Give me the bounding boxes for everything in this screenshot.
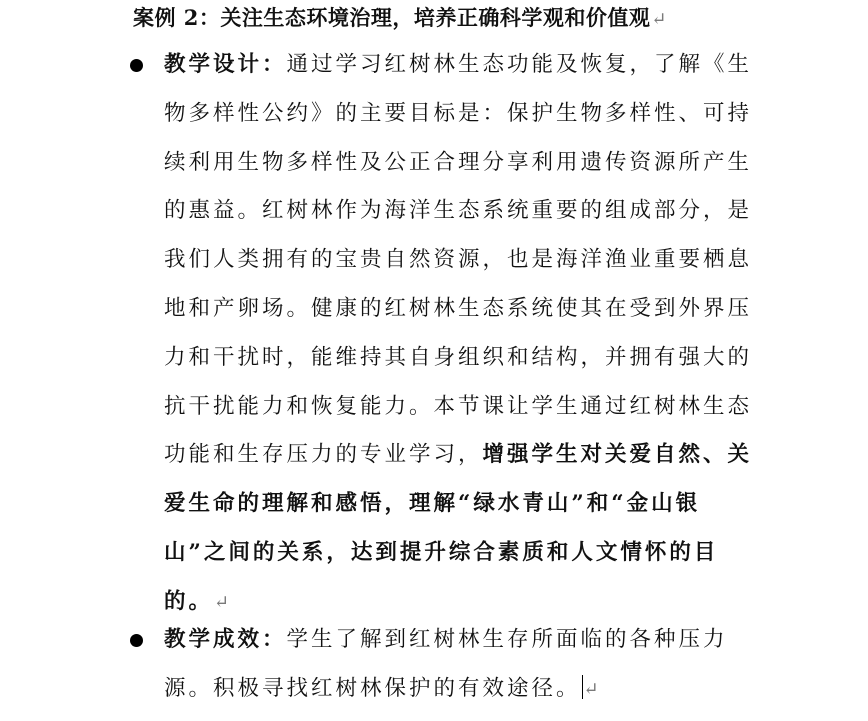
bullet-teaching-outcome xyxy=(164,623,764,721)
text-line: 功能和生存压力的专业学习，增强学生对关爱自然、关 xyxy=(164,442,753,468)
text-line: 抗干扰能力和恢复能力。本节课让学生通过红树林生态 xyxy=(164,393,753,419)
text-cursor xyxy=(582,675,583,699)
bullet-dot-icon xyxy=(130,634,143,647)
text-line: 力和干扰时，能维持其自身组织和结构，并拥有强大的 xyxy=(164,344,753,370)
emphasis-line: 爱生命的理解和感悟，理解“绿水青山”和“金山银 xyxy=(164,491,701,517)
bullet-dot-icon xyxy=(130,59,143,72)
design-label: 教学设计： xyxy=(164,52,287,77)
text-line: 的。↵ xyxy=(164,588,233,614)
paragraph-mark-icon: ↵ xyxy=(651,9,668,30)
text-line: 教学成效：学生了解到红树林生存所面临的各种压力 xyxy=(164,627,728,652)
section-heading-text: 案例 2：关注生态环境治理，培养正确科学观和价值观 xyxy=(133,5,651,30)
paragraph-mark-icon: ↵ xyxy=(214,591,233,613)
outcome-label: 教学成效： xyxy=(164,627,287,652)
text-line: 的惠益。红树林作为海洋生态系统重要的组成部分，是 xyxy=(164,198,753,224)
text-line: 地和产卵场。健康的红树林生态系统使其在受到外界压 xyxy=(164,295,753,321)
text-line: 教学设计：通过学习红树林生态功能及恢复，了解《生 xyxy=(164,52,753,77)
text-line: 我们人类拥有的宝贵自然资源，也是海洋渔业重要栖息 xyxy=(164,247,753,273)
text-line: 物多样性公约》的主要目标是：保护生物多样性、可持 xyxy=(164,100,753,126)
section-heading xyxy=(133,2,667,36)
emphasis-text: 增强学生对关爱自然、关 xyxy=(482,442,753,468)
bullet-teaching-design xyxy=(164,48,764,634)
emphasis-line: 山”之间的关系，达到提升综合素质和人文情怀的目 xyxy=(164,539,719,565)
text-line: 源。积极寻找红树林保护的有效途径。 ↵ xyxy=(164,675,602,701)
text-line: 续利用生物多样性及公正合理分享利用遗传资源所产生 xyxy=(164,149,753,175)
paragraph-mark-icon: ↵ xyxy=(583,678,602,700)
